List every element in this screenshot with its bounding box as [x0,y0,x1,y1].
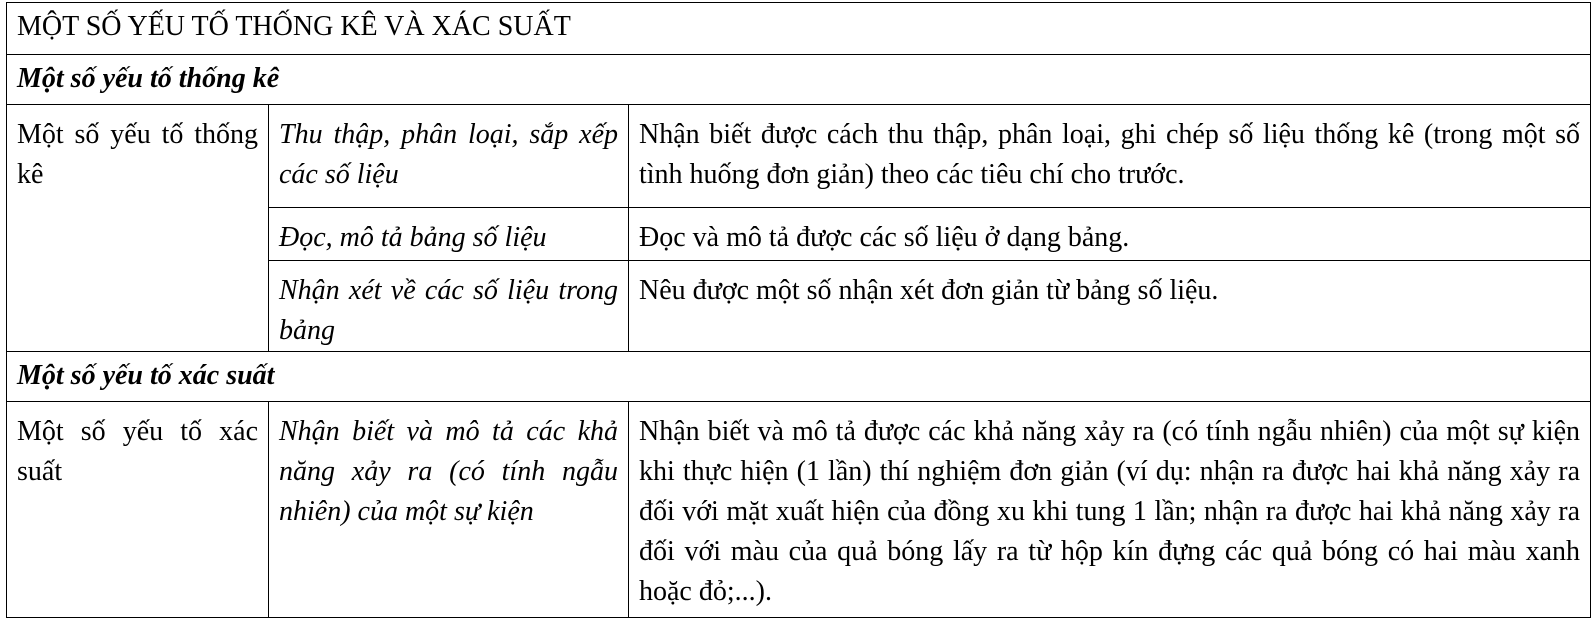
requirement-cell: Nhận biết được cách thu thập, phân loại, ghi chép số liệu thống kê (trong một số tình huống đơn giản) theo các tiêu chí cho trước. [629,105,1591,208]
section-title: MỘT SỐ YẾU TỐ THỐNG KÊ VÀ XÁC SUẤT [7,3,1591,55]
content-cell: Nhận biết và mô tả các khả năng xảy ra (có tính ngẫu nhiên) của một sự kiện [269,402,629,618]
topic-cell-probability: Một số yếu tố xác suất [7,402,269,618]
content-cell: Đọc, mô tả bảng số liệu [269,208,629,261]
requirement-cell: Nhận biết và mô tả được các khả năng xảy ra (có tính ngẫu nhiên) của một sự kiện khi thực hiện (1 lần) thí nghiệm đơn giản (ví dụ: nhận ra được hai khả năng xảy ra đối với mặt xuất hiện của đồng xu khi tung 1 lần; nhận ra được hai khả năng xảy ra đối với màu của quả bóng lấy ra từ hộp kín đựng các quả bóng có hai màu xanh hoặc đỏ;...). [629,402,1591,618]
content-cell: Thu thập, phân loại, sắp xếp các số liệu [269,105,629,208]
table-row [7,105,1591,208]
requirement-cell: Đọc và mô tả được các số liệu ở dạng bảng. [629,208,1591,261]
table-row [7,402,1591,618]
subsection-header-row [7,55,1591,105]
subsection-title-probability: Một số yếu tố xác suất [7,352,1591,402]
topic-cell-statistics: Một số yếu tố thống kê [7,105,269,352]
subsection-header-row [7,352,1591,402]
subsection-title-statistics: Một số yếu tố thống kê [7,55,1591,105]
curriculum-table [6,2,1591,618]
section-header-row [7,3,1591,55]
content-cell: Nhận xét về các số liệu trong bảng [269,261,629,352]
requirement-cell: Nêu được một số nhận xét đơn giản từ bảng số liệu. [629,261,1591,352]
